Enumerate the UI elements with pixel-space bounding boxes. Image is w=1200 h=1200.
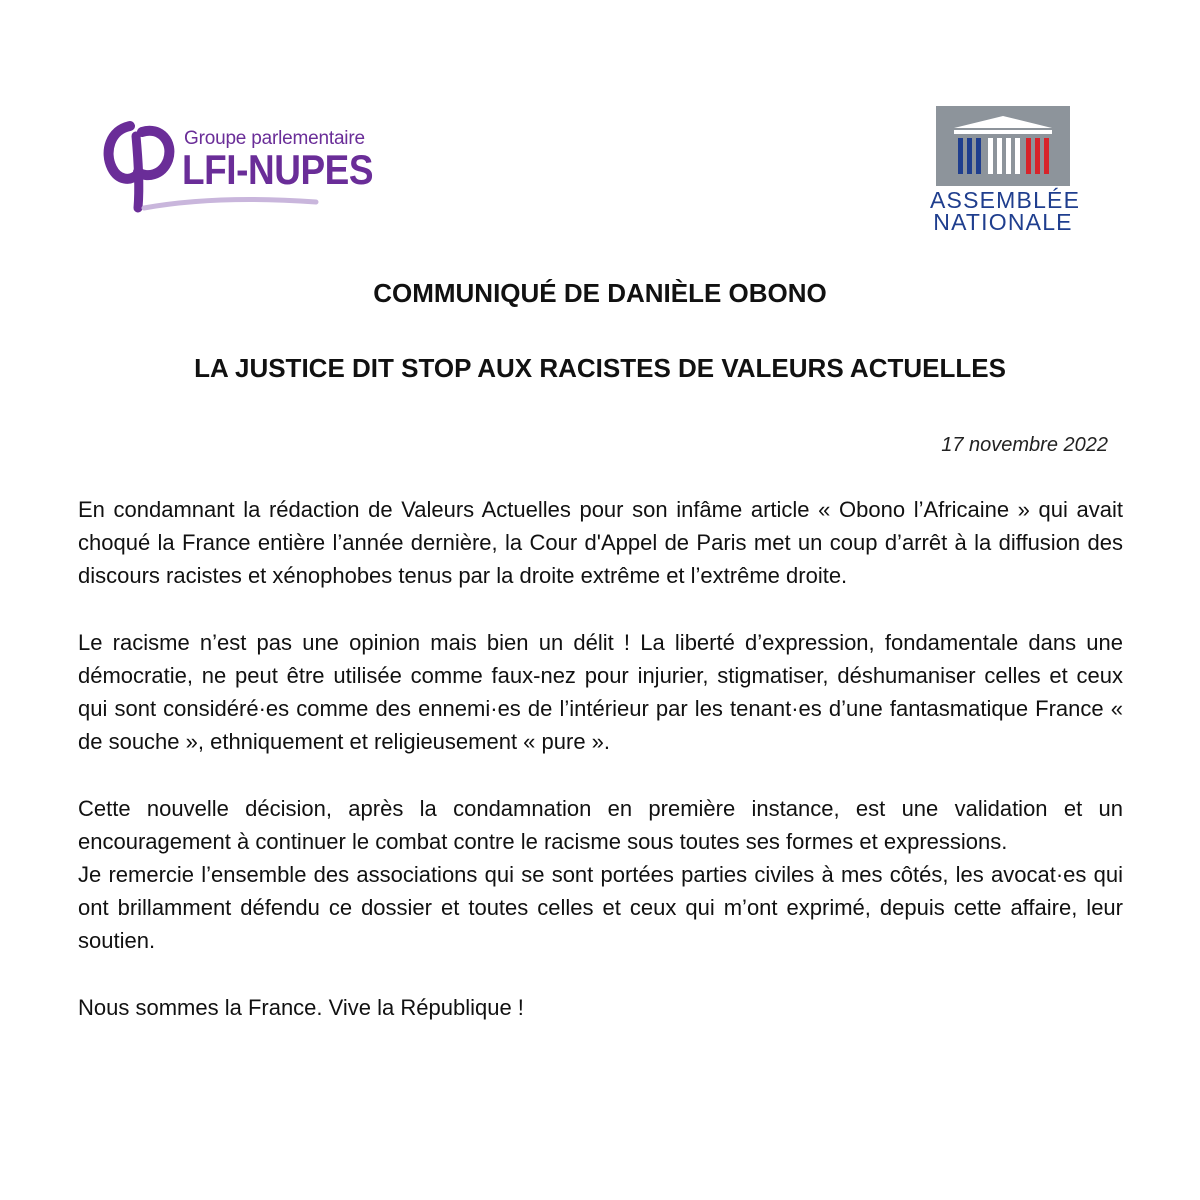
document-title: COMMUNIQUÉ DE DANIÈLE OBONO — [373, 278, 827, 308]
lfi-subtitle: Groupe parlementaire — [184, 128, 365, 149]
paragraph: Je remercie l’ensemble des associations qui se sont portées parties civiles à mes côtés, les avocat·es qui ont brillamment défendu ce dossier et toutes celles et ceux qui m’ont exprimé, depuis cette affaire, leur soutien. — [78, 862, 1123, 953]
closing-line: Nous sommes la France. Vive la République ! — [78, 995, 524, 1020]
document-subtitle: LA JUSTICE DIT STOP AUX RACISTES DE VALEURS ACTUELLES — [194, 353, 1006, 383]
lfi-nupes-logo — [100, 112, 374, 222]
lfi-name: LFI-NUPES — [182, 146, 374, 193]
assemblee-line1: ASSEMBLÉE — [930, 187, 1081, 213]
paragraph: Cette nouvelle décision, après la condamnation en première instance, est une validation et un encouragement à continuer le combat contre le racisme sous toutes ses formes et expressions. — [78, 796, 1123, 854]
swash-decoration — [140, 194, 320, 214]
hemicycle-icon — [936, 106, 1070, 186]
assemblee-nationale-logo — [930, 106, 1081, 235]
document-date: 17 novembre 2022 — [941, 434, 1108, 456]
assemblee-line2: NATIONALE — [933, 209, 1073, 235]
paragraph: Le racisme n’est pas une opinion mais bien un délit ! La liberté d’expression, fondamentale dans une démocratie, ne peut être utilisée comme faux-nez pour injurier, stigmatiser, déshumaniser celles et ceux qui sont considéré·es comme des ennemi·es de l’intérieur par les tenant·es d’une fantasmatique France « de souche », ethniquement et religieusement « pure ». — [78, 630, 1123, 754]
paragraph: En condamnant la rédaction de Valeurs Actuelles pour son infâme article « Obono l’Africaine » qui avait choqué la France entière l’année dernière, la Cour d'Appel de Paris met un coup d’arrêt à la diffusion des discours racistes et xénophobes tenus par la droite extrême et l’extrême droite. — [78, 497, 1123, 588]
